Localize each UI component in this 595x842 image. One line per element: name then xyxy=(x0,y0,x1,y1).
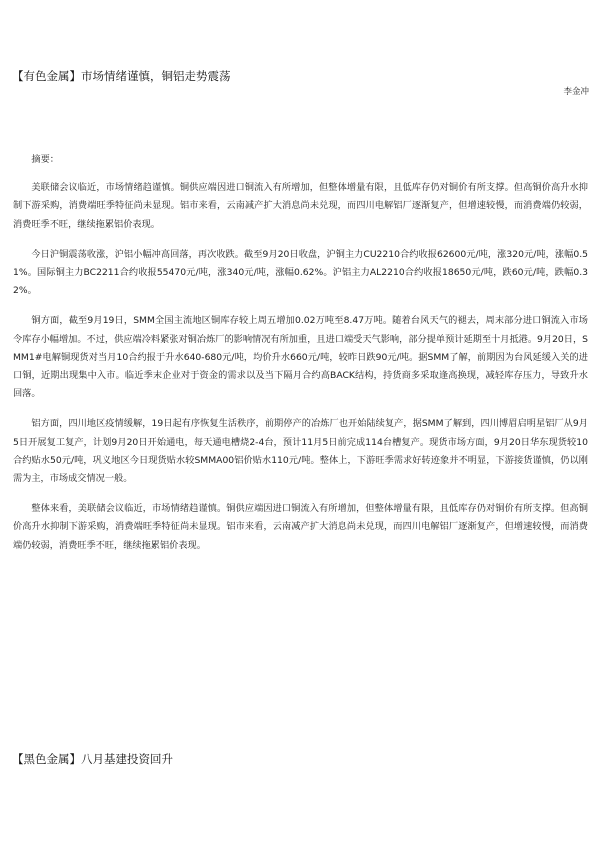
section-title-ferrous: 【黑色金属】八月基建投资回升 xyxy=(12,752,173,766)
section-title-nonferrous: 【有色金属】市场情绪谨慎，铜铝走势震荡 xyxy=(12,69,231,83)
paragraph-conclusion: 整体来看，美联储会议临近，市场情绪趋谨慎。铜供应端因进口铜流入有所增加，但整体增量有限，且低库存仍对铜价有所支撑。但高铜价高升水抑制下游采购，消费端旺季特征尚未显现。铝市来看，云南减产扩大消息尚未兑现，而四川电解铝厂逐渐复产，但增速较慢，而消费端仍较弱，消费旺季不旺，继续拖累铝价表现。 xyxy=(13,503,588,551)
paragraph-copper: 铜方面，截至9月19日，SMM全国主流地区铜库存较上周五增加0.02万吨至8.47万吨。随着台风天气的褪去，周末部分进口铜流入市场令库存小幅增加。不过，供应端冷料紧张对铜冶炼厂的影响情况有所加重，且进口端受天气影响，部分提单预计延期至十月抵港。9月20日，SMM1#电解铜现货对当月10合约报于升水640-680元/吨，均价升水660元/吨，较昨日跌90元/吨。据SMM了解，前期因为台风延缓入关的进口铜，近期出现集中入市。临近季末企业对于资金的需求以及当下隔月合约高BACK结构，持货商多采取逢高换现，减轻库存压力，导致升水回落。 xyxy=(13,315,588,400)
author-name: 李金冲 xyxy=(563,87,589,97)
paragraph-aluminum: 铝方面，四川地区疫情缓解，19日起有序恢复生活秩序，前期停产的冶炼厂也开始陆续复产，据SMM了解到，四川博眉启明星铝厂从9月5日开展复工复产，计划9月20日开始通电，每天通电槽烧2-4台，预计11月5日前完成114台槽复产。现货市场方面，9月20日华东现货较10合约贴水50元/吨，巩义地区今日现货贴水较SMMA00铝价贴水110元/吨。整体上，下游旺季需求好转迹象并不明显，下游接货谨慎，仍以刚需为主，市场成交情况一般。 xyxy=(13,418,588,485)
paragraph-overview: 美联储会议临近，市场情绪趋谨慎。铜供应端因进口铜流入有所增加，但整体增量有限，且低库存仍对铜价有所支撑。但高铜价高升水抑制下游采购，消费端旺季特征尚未显现。铝市来看，云南减产扩大消息尚未兑现，而四川电解铝厂逐渐复产，但增速较慢，而消费端仍较弱，消费旺季不旺，继续拖累铝价表现。 xyxy=(13,182,588,230)
paragraph-market-close: 今日沪铜震荡收涨，沪铝小幅冲高回落，再次收跌。截至9月20日收盘，沪铜主力CU2210合约收报62600元/吨，涨320元/吨，涨幅0.51%。国际铜主力BC2211合约收报55470元/吨，涨340元/吨，涨幅0.62%。沪铝主力AL2210合约收报18650元/吨，跌60元/吨，跌幅0.32%。 xyxy=(13,248,588,297)
article-body xyxy=(13,151,588,567)
summary-label: 摘要： xyxy=(31,154,59,165)
